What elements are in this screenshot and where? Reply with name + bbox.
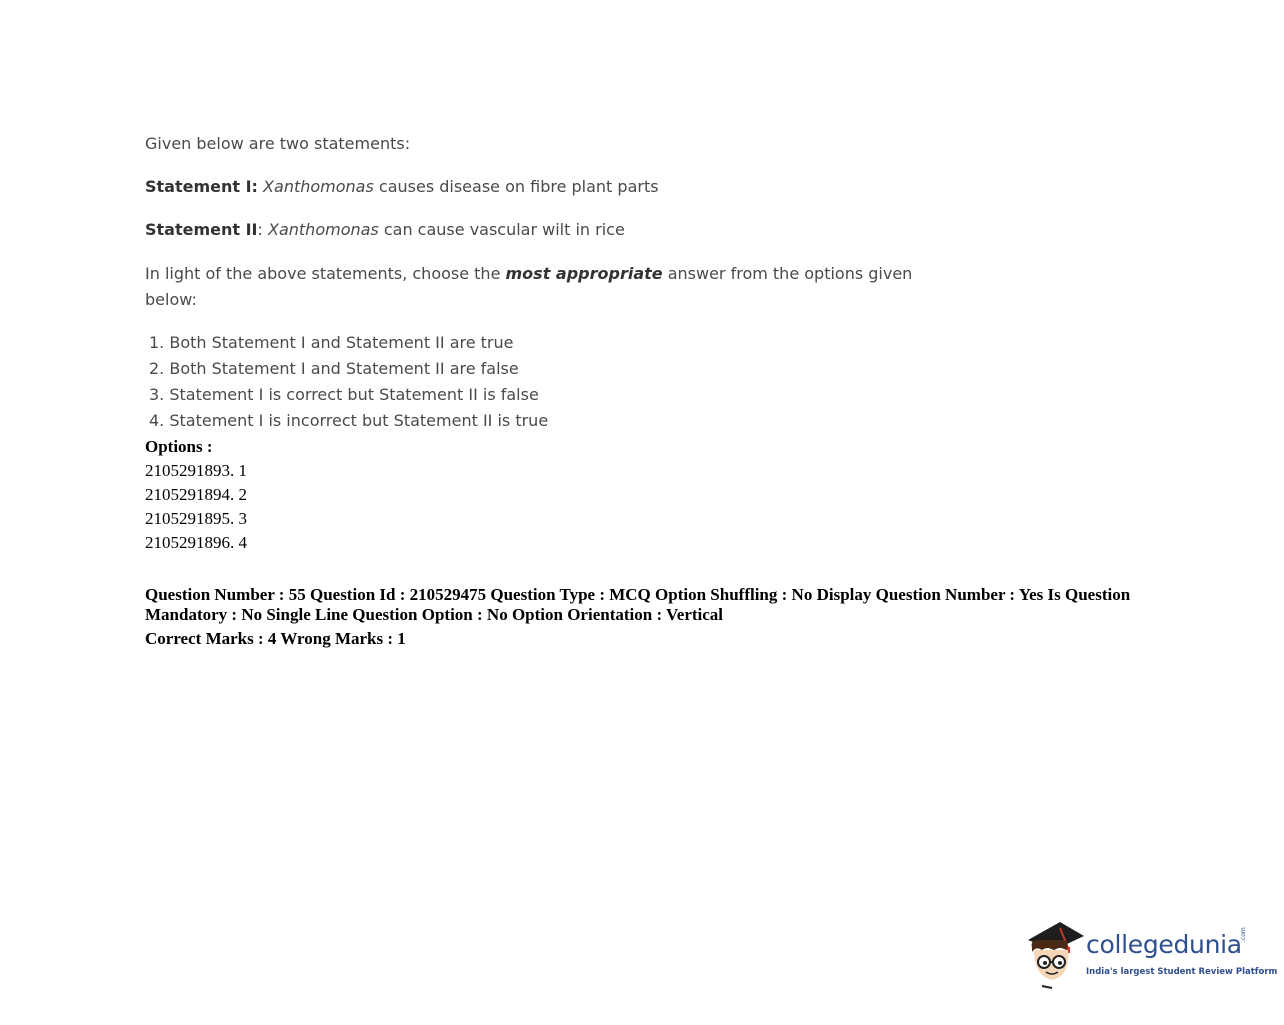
brand-name: collegedunia [1086, 930, 1242, 959]
question-prompt-line2: below: [145, 290, 197, 309]
metadata-line-2: Mandatory : No Single Line Question Option : No Option Orientation : Vertical [145, 605, 724, 624]
option-id-item: 2105291893. 1 [145, 461, 247, 480]
metadata-line-1: Question Number : 55 Question Id : 210529475 Question Type : MCQ Option Shuffling : No Display Question Number : Yes Is Question [145, 585, 1131, 604]
prompt-emphasis: most appropriate [505, 264, 663, 283]
statement-one-label: Statement I: [145, 177, 258, 196]
question-intro: Given below are two statements: [145, 134, 411, 153]
question-prompt [145, 263, 912, 285]
options-heading: Options : [145, 437, 213, 456]
option-id-item: 2105291894. 2 [145, 485, 247, 504]
student-mascot-icon [1024, 918, 1086, 990]
collegedunia-logo [1024, 918, 1278, 990]
statement-one-organism: Xanthomonas [263, 177, 374, 196]
brand-tagline: India's largest Student Review Platform [1086, 967, 1278, 977]
statement-two-text: can cause vascular wilt in rice [378, 220, 625, 239]
choice-list [149, 332, 548, 436]
statement-one [145, 176, 659, 198]
prompt-before: In light of the above statements, choose the [145, 264, 506, 283]
list-item: 4. Statement I is incorrect but Statement II is true [149, 411, 549, 430]
marks-line: Correct Marks : 4 Wrong Marks : 1 [145, 629, 406, 648]
statement-two-colon: : [257, 220, 268, 239]
statement-one-text: causes disease on fibre plant parts [373, 177, 659, 196]
brand-suffix: .com [1240, 927, 1247, 942]
question-metadata [145, 585, 1165, 649]
statement-two [145, 219, 625, 241]
option-id-item: 2105291895. 3 [145, 509, 247, 528]
list-item: 2. Both Statement I and Statement II are false [149, 359, 519, 378]
statement-two-organism: Xanthomonas [268, 220, 379, 239]
options-section [145, 436, 247, 556]
option-id-item: 2105291896. 4 [145, 533, 247, 552]
list-item: 3. Statement I is correct but Statement II is false [149, 385, 539, 404]
list-item: 1. Both Statement I and Statement II are true [149, 333, 514, 352]
statement-two-label: Statement II [145, 220, 258, 239]
prompt-after: answer from the options given [662, 264, 913, 283]
